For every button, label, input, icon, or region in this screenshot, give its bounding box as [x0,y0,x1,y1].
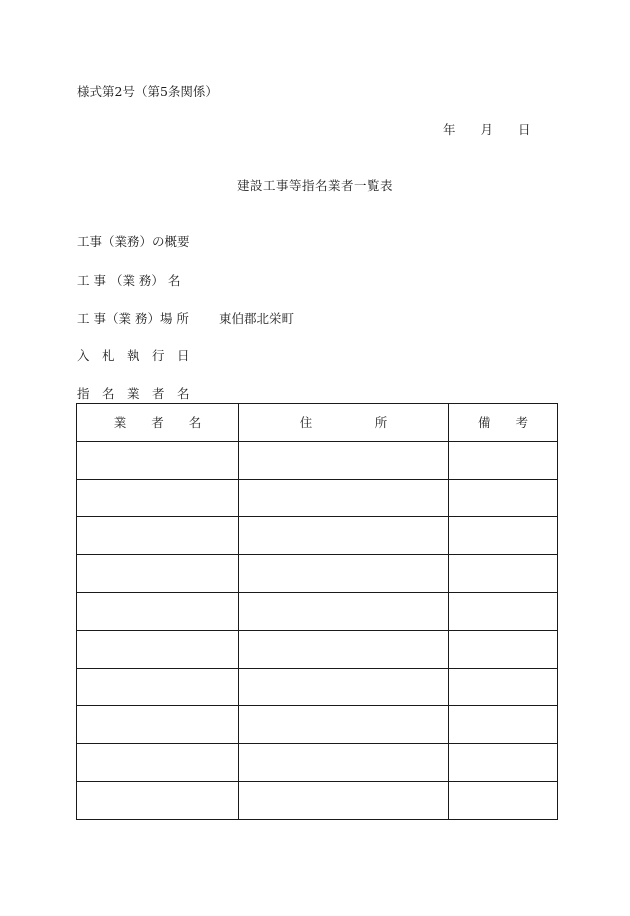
remarks-cell [449,706,558,744]
contractor-name-cell [77,630,239,668]
table-row [77,441,558,479]
remarks-cell [449,781,558,819]
field-label-designated-contractors: 指 名 業 者 名 [77,386,190,401]
form-number: 様式第2号（第5条関係） [77,84,218,99]
table-row [77,744,558,782]
address-cell [239,630,449,668]
column-header-address: 住 所 [239,404,449,442]
table-row [77,555,558,593]
table-row [77,706,558,744]
contractor-name-cell [77,592,239,630]
address-cell [239,441,449,479]
contractor-table [76,403,558,820]
remarks-cell [449,479,558,517]
field-label-project-name: 工 事 （業 務） 名 [77,273,181,288]
remarks-cell [449,744,558,782]
address-cell [239,781,449,819]
column-header-remarks: 備 考 [449,404,558,442]
remarks-cell [449,630,558,668]
table-row [77,592,558,630]
field-label-project-location: 工 事（業 務）場 所 [77,311,189,326]
contractor-name-cell [77,479,239,517]
address-cell [239,668,449,706]
table-row [77,668,558,706]
remarks-cell [449,441,558,479]
remarks-cell [449,555,558,593]
address-cell [239,744,449,782]
address-cell [239,479,449,517]
remarks-cell [449,668,558,706]
address-cell [239,517,449,555]
document-title: 建設工事等指名業者一覧表 [236,178,393,193]
table-header-row [77,404,558,442]
table-row [77,517,558,555]
contractor-name-cell [77,781,239,819]
column-header-contractor-name: 業 者 名 [77,404,239,442]
table-row [77,781,558,819]
contractor-name-cell [77,555,239,593]
remarks-cell [449,592,558,630]
address-cell [239,555,449,593]
field-value-project-location: 東伯郡北栄町 [219,311,295,326]
field-label-bid-date: 入 札 執 行 日 [77,348,190,363]
contractor-name-cell [77,668,239,706]
contractor-name-cell [77,441,239,479]
address-cell [239,592,449,630]
contractor-name-cell [77,706,239,744]
contractor-name-cell [77,517,239,555]
table-row [77,630,558,668]
contractor-name-cell [77,744,239,782]
date-line: 年 月 日 [443,122,531,137]
field-label-project-summary: 工事（業務）の概要 [77,234,190,249]
remarks-cell [449,517,558,555]
table-row [77,479,558,517]
address-cell [239,706,449,744]
